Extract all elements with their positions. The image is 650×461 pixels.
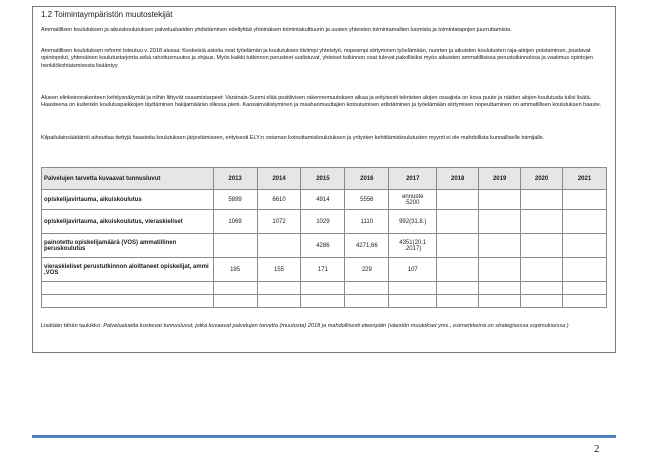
year-header: 2013 xyxy=(213,168,257,190)
table-cell xyxy=(437,190,479,210)
row-label: opiskelijavirtauma, aikuiskoulutus xyxy=(42,190,214,210)
year-header: 2014 xyxy=(257,168,301,190)
table-cell: 1029 xyxy=(301,210,345,234)
table-cell xyxy=(479,190,521,210)
table-cell xyxy=(479,258,521,282)
paragraph-1: Ammatillisen koulutuksen ja aikuiskoulutuksen palvelualueiden yhdistäminen edellyttää yhteinäisen toimintakulttuurin ja uusien yhteisten toimintamallien luomista ja toimintatapojen juurruttamista. xyxy=(41,27,512,33)
table-cell xyxy=(257,234,301,258)
note-text: Palvelualuetta koskevat tunnusluvut, jotka kuvaavat palvelujen tarvetta (muutosta) 2018 ja mahdollisesti eteenpäin (väestön muutokset yms., esimerkkeinä on strategisessa sopimuksessa ) xyxy=(103,323,569,329)
table-cell: 4914 xyxy=(301,190,345,210)
table-cell xyxy=(521,190,563,210)
table-cell xyxy=(521,234,563,258)
table-row xyxy=(42,258,607,282)
note-prefix: Lisätään tähän taulukko: xyxy=(41,323,104,329)
table-cell: 992(31.8.) xyxy=(389,210,437,234)
table-cell xyxy=(521,258,563,282)
year-header: 2018 xyxy=(437,168,479,190)
table-cell: 155 xyxy=(257,258,301,282)
table-cell: 229 xyxy=(345,258,389,282)
table-cell: 107 xyxy=(389,258,437,282)
row-label: opiskelijavirtauma, aikuiskoulutus, vieraskieliset xyxy=(42,210,214,234)
row-label: vieraskieliset perustutkinnon aloittaneet opiskelijat, ammi ,VOS xyxy=(42,258,214,282)
table-cell: 1110 xyxy=(345,210,389,234)
paragraph-2: Ammatillisen koulutuksen reformi toteutuu v. 2018 alussa: Keskeisiä asioita ovat työelämän ja koulutuksen tiiviimpi yhteistyö, nopeampi siirtyminen työelämään, nuorten ja aikuisten koulutusten raja-aitojen poistaminen, joustavat opintopolut, yhtenäinen koulutustarjonta sekä rahoitusmuutos ja ohjaus. Myös kaikki tutkinnon perusteet uudistuvat, yhteiset tutkinnon osat tulevat pakollisiksi myös aikuisten ammatillisissa perustutkinnoissa ja vaatimus opintojen henkilökohtaismisesta lisääntyy. xyxy=(41,48,593,69)
table-cell: 195 xyxy=(213,258,257,282)
table-cell: 1072 xyxy=(257,210,301,234)
table-cell: 6610 xyxy=(257,190,301,210)
year-header: 2017 xyxy=(389,168,437,190)
table-cell xyxy=(563,190,607,210)
table-header-label: Palvelujen tarvetta kuvaavat tunnusluvut xyxy=(42,168,214,190)
section-heading: 1.2 Toimintaympäristön muutostekijät xyxy=(41,10,173,19)
row-label: painotettu opiskelijamäärä (VOS) ammatillinen peruskoulutus xyxy=(42,234,214,258)
paragraph-3: Alueen elinkeinorakenteen kehitysnäkymät ja niihin liittyvät osaamistarpeet: Varsinais-Suomi elää positiivisen rakennemuutoksen aikaa ja erityisesti teknisten alojen osaajista on kova puute ja näiden alojen koulutusta tulisi lisätä. Haasteena on kuitenkin koulutuspaikkojen täyttäminen hakijamäärän ollessa pieni. Kansainvälistyminen ja maahanmuuttajien kotoutumisen edistäminen ja työelämään siirtymisen nopeuttaminen on ammatillisen koulutuksen haaste. xyxy=(41,95,602,109)
table-cell xyxy=(479,234,521,258)
table-cell xyxy=(479,210,521,234)
table-cell xyxy=(437,258,479,282)
empty-table-row xyxy=(42,282,607,295)
indicator-table xyxy=(41,167,607,308)
table-cell: 4271,66 xyxy=(345,234,389,258)
table-cell xyxy=(437,210,479,234)
content-frame xyxy=(32,6,616,353)
table-cell: 1069 xyxy=(213,210,257,234)
footer-divider xyxy=(32,435,616,438)
table-cell xyxy=(563,258,607,282)
table-cell xyxy=(213,234,257,258)
year-header: 2020 xyxy=(521,168,563,190)
table-cell xyxy=(563,210,607,234)
table-cell: 171 xyxy=(301,258,345,282)
table-cell: 5899 xyxy=(213,190,257,210)
table-row xyxy=(42,190,607,210)
table-cell: 4351(20.1 .2017) xyxy=(389,234,437,258)
table-row xyxy=(42,210,607,234)
page-number: 2 xyxy=(594,443,600,455)
year-header: 2015 xyxy=(301,168,345,190)
table-cell xyxy=(521,210,563,234)
year-header: 2021 xyxy=(563,168,607,190)
year-header: 2019 xyxy=(479,168,521,190)
table-row xyxy=(42,234,607,258)
table-cell: ennuste 5200 xyxy=(389,190,437,210)
table-cell: 4286 xyxy=(301,234,345,258)
table-cell: 5556 xyxy=(345,190,389,210)
year-header: 2016 xyxy=(345,168,389,190)
paragraph-4: Kilpailulainsäädäntö aiheuttaa tiettyjä haasteita koulutuksen järjestämiseen, erityisesti ELY:n ostaman kotouttamiskoulutuksen ja yritysten kehittämiskoulutusten myynti ei ole mahdollista kunnalliselle toimijalle. xyxy=(41,135,545,141)
table-note xyxy=(41,323,607,330)
table-cell xyxy=(563,234,607,258)
empty-table-row xyxy=(42,295,607,308)
table-cell xyxy=(437,234,479,258)
table-header-row xyxy=(42,168,607,190)
